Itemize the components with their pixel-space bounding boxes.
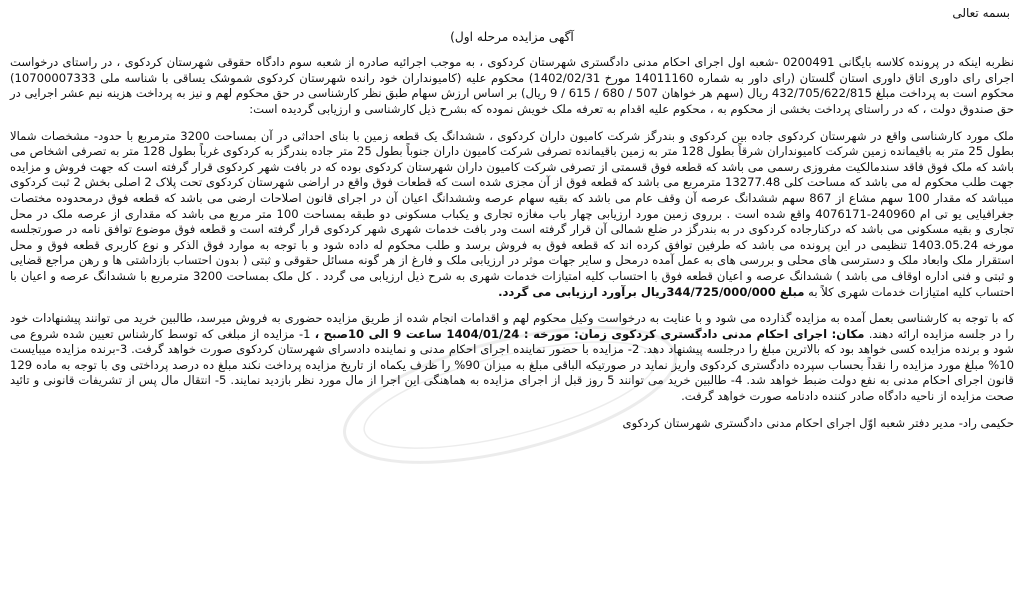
case-paragraph: نظربه اینکه در پرونده کلاسه بایگانی 0200491 -شعبه اول اجرای احکام مدنی دادگستری شهرستان کردکوی ، به موجب اجرائیه صادره از شعبه سوم دادگاه حقوقی شهرستان کردکوی ، در راستای درخواست اجرای رای داوری اتاق داوری استان گلستان (رای داور به شماره 14011160 مورخ 1402/02/31) محکوم علیه (کامیونداران خود رانده شهرستان کردکوی شموشک یساقی با شناسه ملی 10700007333) محکوم است به پرداخت مبلغ 432/705/622/815 ریال (سهم هر خواهان 507 / 680 / 615 / 9 ریال) بر اساس ارزش سهام طبق نظر کارشناسی در حق محکوم لهم و نیز به پرداخت هزینه نیم عشر اجرایی در حق صندوق دولت ، که در راستای پرداخت بخشی از محکوم به ، محکوم علیه اقدام به تعرفه ملک خویش نموده که بشرح ذیل کارشناسی و ارزیابی گردیده است: bbox=[10, 55, 1015, 116]
auction-intro: که با توجه به کارشناسی بعمل آمده به مزایده گذارده می شود و با عنایت به درخواست وکیل محکوم لهم و اقدامات انجام شده از طریق مزایده حضوری به فروش میرسد، طالبین خرید می توانند پیشنهادات خود را در جلسه مزایده ارائه دهند. bbox=[10, 311, 1015, 341]
auction-terms-paragraph bbox=[10, 311, 1014, 405]
notice-title: آگهی مزایده مرحله اول) bbox=[450, 29, 574, 44]
basmala-heading: بسمه تعالی bbox=[952, 6, 1010, 20]
appraised-value: مبلغ 344/725/000/000ریال برآورد ارزیابی می گردد. bbox=[498, 284, 805, 299]
auction-place-time: مکان: اجرای احکام مدنی دادگستری کردکوی زمان: مورخه : 1404/01/24 ساعت 9 الی 10صبح ، bbox=[314, 326, 865, 341]
signature-line: حکیمی راد- مدیر دفتر شعبه اوّل اجرای احکام مدنی دادگستری شهرستان کردکوی bbox=[622, 415, 1014, 430]
property-description: ملک مورد کارشناسی واقع در شهرستان کردکوی جاده بین کردکوی و بندرگز شرکت کامیون داران کردکوی ، ششدانگ یک قطعه زمین با بنای احداثی در آن بمساحت 3200 مترمربع با حدود- مشخصات شمالا بطول 25 متر به باقیمانده زمین شرکت کامیونداران شرقاً بطول 128 متر به زمین باقیمانده تصرفی شرکت کامیون داران جنوباً بطول 25 متر جاده بندرگز به کردکوی غرباً بطول 128 متر به تصرفی اشخاص می باشد که ملک فوق فاقد سندمالکیت مفروزی رسمی می باشد که قطعه فوق قسمتی از تصرفی شرکت کامیون داران شهرستان کردکوی بوده که در بافت شهر کردکوی قرار گرفته است که جهت فروش و مزایده جهت طلب محکوم له می باشد که مساحت کلی 13277.48 مترمربع می باشد که قطعه فوق از آن مجزی شده است که قطعات فوق واقع در اراضی شهرستان کردکوی تحت پلاک 2 اصلی بخش 2 ثبت کردکوی میباشد که مقدار 100 سهم مشاع از 867 سهم ششدانگ عرصه آن وقف عام می باشد که بقیه سهام عرصه وششدانگ اعیان آن در اجرای قانون اصلاحات ارضی می باشد که قطعه فوق درمحدوده مختصات جغرافیایی یو تی ام 240960-4076171 واقع شده است . برروی زمین مورد ارزیابی چهار باب مغازه تجاری و یکباب مسکونی دو طبقه بمساحت 100 متر مربع می باشد که مقداری از عرصه ملک در محل تجاری و بقیه مسکونی می باشد که درکنارجاده کردکوی در به بندرگز در ضلع شمالی آن قرار گرفته است ودر بافت خدمات شهری شهر کردکوی قرار گرفته است و قطعه فوق موضوع توافق نامه در صورتجلسه مورخه 1403.05.24 تنظیمی در این پرونده می باشد که طرفین توافق کرده اند که قطعه فوق به فروش برسد و طلب محکوم له داده شود و با توجه به موارد فوق الذکر و نوع کاربری قطعه فوق و محل استقرار ملک وابعاد ملک و دسترسی های محلی و بررسی های به عمل آمده درمحل و سایر جهات موثر در ارزیابی ملک و فارغ از هر گونه مسائل حقوقی و ثبتی ( بدون احتساب بازداشتی ها و رهن مراجع قضایی و ثبتی و فنی اداره اوقاف می باشد ) ششدانگ عرصه و اعیان قطعه فوق با احتساب کلیه امتیازات خدمات شهری به شرح ذیل ارزیابی می گردد . کل ملک بمساحت 3200 مترمربع با ششدانگ عرصه و اعیان با احتساب کلیه امتیازات خدمات شهری کلاً به bbox=[10, 128, 1015, 299]
property-paragraph bbox=[10, 129, 1014, 301]
auction-conditions: 1- مزایده از مبلغی که توسط کارشناس تعیین شده شروع می شود و برنده مزایده کسی خواهد بود که بالاترین مبلغ را درجلسه پیشنهاد دهد. 2- مزایده با حضور نماینده اجرای احکام مدنی و نماینده دادسرای شهرستان کردکوی صورت خواهد گرفت. 3-برنده مزایده میبایست 10% مبلغ مورد مزایده را نقداً بحساب سپرده دادگستری کردکوی واریز نماید در صورتیکه الباقی مبلغ به میزان 90% را ظرف یکماه از تاریخ مزایده پرداخت نکند مبلغ ده درصد پرداختی وی با توجه به ماده 129 قانون اجرای احکام مدنی به نفع دولت ضبط خواهد شد. 4- طالبین خرید می توانند 5 روز قبل از اجرای مزایده به هماهنگی این اجرا از مال مورد نظر بازدید نمایند. 5- انتقال مال پس از تشریفات قانونی و تائید صحت مزایده از ناحیه دادگاه صادر کننده دادنامه صورت خواهد گرفت. bbox=[10, 326, 1014, 404]
auction-notice bbox=[10, 6, 1014, 431]
